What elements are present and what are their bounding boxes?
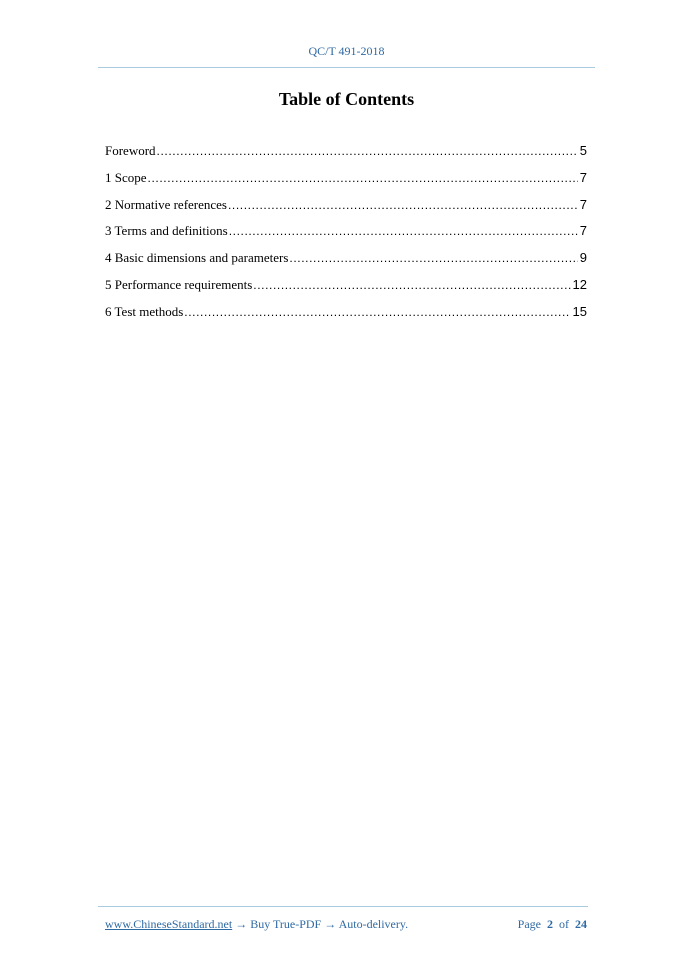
page-title: Table of Contents bbox=[278, 89, 415, 109]
toc-entry-page: 5 bbox=[579, 143, 587, 158]
toc-entry-label: 4 Basic dimensions and parameters bbox=[105, 250, 289, 266]
toc-entry-page: 7 bbox=[579, 169, 587, 185]
toc-dot-leader bbox=[253, 278, 570, 292]
toc-entry-label: 5 Performance requirements bbox=[105, 276, 253, 292]
toc-entry-normative-references[interactable] bbox=[105, 197, 587, 224]
toc-dot-leader bbox=[184, 305, 570, 319]
toc-dot-leader bbox=[289, 251, 577, 265]
toc-entry-foreword[interactable] bbox=[105, 143, 587, 170]
page-word: Page bbox=[517, 917, 541, 931]
toc-entry-page: 7 bbox=[579, 223, 587, 239]
page-number-indicator bbox=[518, 917, 587, 932]
document-code-header: QC/T 491-2018 bbox=[308, 44, 385, 58]
toc-dot-leader bbox=[228, 198, 578, 212]
footer-promo bbox=[105, 917, 408, 932]
table-of-contents bbox=[105, 143, 587, 331]
toc-entry-page: 9 bbox=[579, 250, 587, 266]
toc-entry-page: 15 bbox=[572, 303, 587, 319]
footer-promo-text: → Buy True-PDF → Auto-delivery. bbox=[232, 917, 409, 931]
header-divider bbox=[98, 67, 595, 68]
toc-entry-label: 2 Normative references bbox=[105, 196, 227, 212]
toc-entry-label: 3 Terms and definitions bbox=[105, 223, 228, 239]
of-word: of bbox=[559, 917, 569, 931]
footer-divider bbox=[98, 906, 588, 907]
toc-dot-leader bbox=[157, 144, 578, 158]
toc-entry-label: 1 Scope bbox=[105, 169, 147, 185]
toc-entry-scope[interactable] bbox=[105, 170, 587, 197]
current-page-number: 2 bbox=[547, 917, 553, 931]
toc-dot-leader bbox=[229, 224, 578, 238]
total-page-count: 24 bbox=[575, 917, 587, 931]
page-footer bbox=[105, 917, 587, 932]
toc-dot-leader bbox=[148, 171, 578, 185]
toc-entry-label: Foreword bbox=[105, 143, 156, 158]
toc-entry-terms-and-definitions[interactable] bbox=[105, 223, 587, 250]
website-link[interactable]: www.ChineseStandard.net bbox=[105, 917, 233, 931]
toc-entry-basic-dimensions[interactable] bbox=[105, 250, 587, 277]
toc-entry-label: 6 Test methods bbox=[105, 303, 184, 319]
toc-entry-page: 7 bbox=[579, 196, 587, 212]
toc-entry-page: 12 bbox=[572, 276, 587, 292]
toc-entry-test-methods[interactable] bbox=[105, 304, 587, 331]
toc-entry-performance-requirements[interactable] bbox=[105, 277, 587, 304]
